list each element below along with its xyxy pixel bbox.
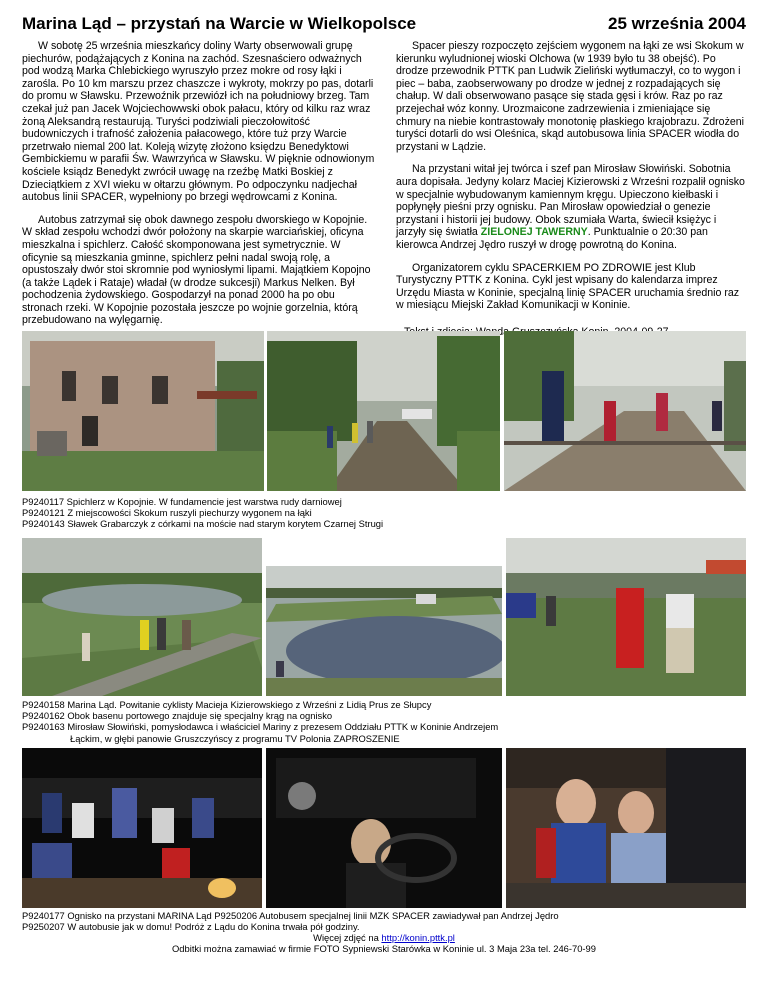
photo-campfire [22,748,262,908]
photo-bridge [504,331,746,491]
page-header [22,14,746,38]
photo-granary [22,331,264,491]
right-paragraph-2-end: . Punktualnie o 20:30 pan kierowca Andrzej Jędro ruszył w drogę powrotną do Konina. [396,226,708,251]
caption-line: P9240143 Sławek Grabarczyk z córkami na moście nad starym korytem Czarnej Strugi [22,518,384,530]
more-photos-text: Więcej zdjęć na [313,932,382,943]
left-paragraph-1: W sobotę 25 września mieszkańcy doliny Warty obserwowali grupę piechurów, podążających z Konina na zachód. Szesnaściero odważnych pod wodzą Marka Chlebickiego wyruszyło przez mokre od rosy łąki i zarośla. Po 10 km marszu przez chaszcze i wykroty, mokrzy po pas, dotarli do promu w Sławsku. Przewoźnik przewiózł ich na południowy brzeg. Tam czekał już pan Jacek Wojciechowwski obok pałacu, który od kilku raz wraz żoną Aleksandrą restaurują. Turyści podziwiali pieczołowitość budowniczych i trafność założenia pałacowego, które tuż przy Warcie przetrwało niemal 200 lat. Koleją wizytę złożono księdzu Benedyktowi Gembickiemu w parafii Św. Wawrzyńca w Sławsku. W pięknie odnowionym kościele ksiądz Benedykt zwrócił uwagę na rzeźbę Matki Boskiej z Dzieciątkiem z XVI wieku w ołtarzu głównym. Po odpoczynku nadjechał autobus linii SPACER, wypełniony po brzegi wędrowcami z Konina. [22,40,375,204]
captions-row-2 [22,699,752,744]
photo-marina-owner [506,538,746,696]
caption-line: P9240117 Spichlerz w Kopojnie. W fundamencie jest warstwa rudy darniowej [22,496,342,507]
caption-line: P9240158 Marina Ląd. Powitanie cyklisty Macieja Kizierowskiego z Wrześni z Lidią Prus ze Słupcy [22,699,432,710]
left-paragraph-2: Autobus zatrzymał się obok dawnego zespołu dworskiego w Kopojnie. W skład zespołu wchodzi dwór położony na skarpie warciańskiej, oficyna mieszkalna i spichlerz. Całość skomponowana jest symetrycznie. W oficynie są mieszkania gminne, spichlerz pełni nadal swoją rolę, a opustoszały dwór stoi skromnie pod wyniosłymi lipami. Majątkiem Kopojno (a także Lądek i Rataje) władał (w drodze sukcesji) Markus Nelken. Był pochodzenia żydowskiego. Gospodarzył na ponad 2000 ha po obu stronach rzeki. W Kopojnie pozostała jeszcze po wojnie gorzelnia, którą przebudowano na wylęgarnię. [22,213,371,327]
right-paragraph-2-text: Na przystani witał jej twórca i szef pan Mirosław Słowiński. Sobotnia aura dopisała. Jedyny kolarz Maciej Kizierowski z Wrześni rozpalił ognisko w specjalnie wybudowanym kamiennym kręgu. Upieczono kiełbaski i popłynęły pieśni przy ognisku. Pan Mirosław opowiedział o genezie przystani i historii jej budowy. Obok szumiała Warta, świecił księżyc i jarzyły się światła [396,163,745,239]
prints-info: Odbitki można zamawiać w firmie FOTO Sypniewski Starówka w Koninie ul. 3 Maja 23a tel. 246-70-99 [172,943,596,955]
page-footer [22,932,746,955]
photo-bus-passengers [506,748,746,908]
captions-row-1 [22,496,752,530]
caption-line: Łąckim, w głębi panowie Gruszczyńscy z programu TV Polonia ZAPROSZENIE [70,732,400,744]
right-column [396,40,746,348]
caption-line: P9240163 Mirosław Słowiński, pomysłodawca i właściciel Mariny z prezesem Oddziału PTTK w Koninie Andrzejem [22,721,499,733]
left-column [22,40,378,337]
pttk-link[interactable]: http://konin.pttk.pl [381,932,455,943]
page-title: Marina Ląd – przystań na Warcie w Wielkopolsce [22,14,417,33]
page-date: 25 września 2004 [608,14,746,33]
right-paragraph-2 [396,163,746,251]
tawerna-highlight: ZIELONEJ TAWERNY [480,226,588,239]
photo-harbour-basin [266,566,502,696]
right-paragraph-1: Spacer pieszy rozpoczęto zejściem wygonem na łąki ze wsi Skokum w kierunku wyludnionej wioski Olchowa (w 1939 było tu 38 obejść). Po drodze przewodnik PTTK pan Ludwik Zieliński wytłumaczył, co to wygon i piec – baba, zaobserwowany po drodze w jednej z rozpadających się chałup. W dali obserwowano pasące się stada gęsi i krów. Raz po raz przejechał wóz konny. Urozmaicone zadrzewienia i zmieniające się chmury na niebie kontrastowały monotonię płaskiego krajobrazu. Zdrożeni turyści dotarli do wsi Oleśnica, skąd autobusowa linia SPACER wiodła do przystani w Lądzie. [396,40,745,153]
more-photos-line [22,932,746,943]
caption-line: P9250207 W autobusie jak w domu! Podróż z Lądu do Konina trwała pół godziny. [22,921,360,933]
captions-row-3 [22,910,752,932]
caption-line: P9240177 Ognisko na przystani MARINA Ląd P9250206 Autobusem specjalnej linii MZK SPACER zawiadywał pan Andrzej Jędro [22,910,559,921]
photo-marina-greeting [22,538,262,696]
right-paragraph-3: Organizatorem cyklu SPACERKIEM PO ZDROWIE jest Klub Turystyczny PTTK z Konina. Cykl jest wpisany do kalendarza imprez Urzędu Miasta w Koninie, specjalną linię SPACER uruchamia średnio raz w miesiącu Miejski Zakład Komunikacji w Koninie. [396,261,740,312]
photo-meadow-path [267,331,500,491]
photo-bus-driver [266,748,502,908]
caption-line: P9240162 Obok basenu portowego znajduje się specjalny krąg na ognisko [22,710,333,722]
caption-line: P9240121 Z miejscowości Skokum ruszyli piechurzy wygonem na łąki [22,507,312,519]
